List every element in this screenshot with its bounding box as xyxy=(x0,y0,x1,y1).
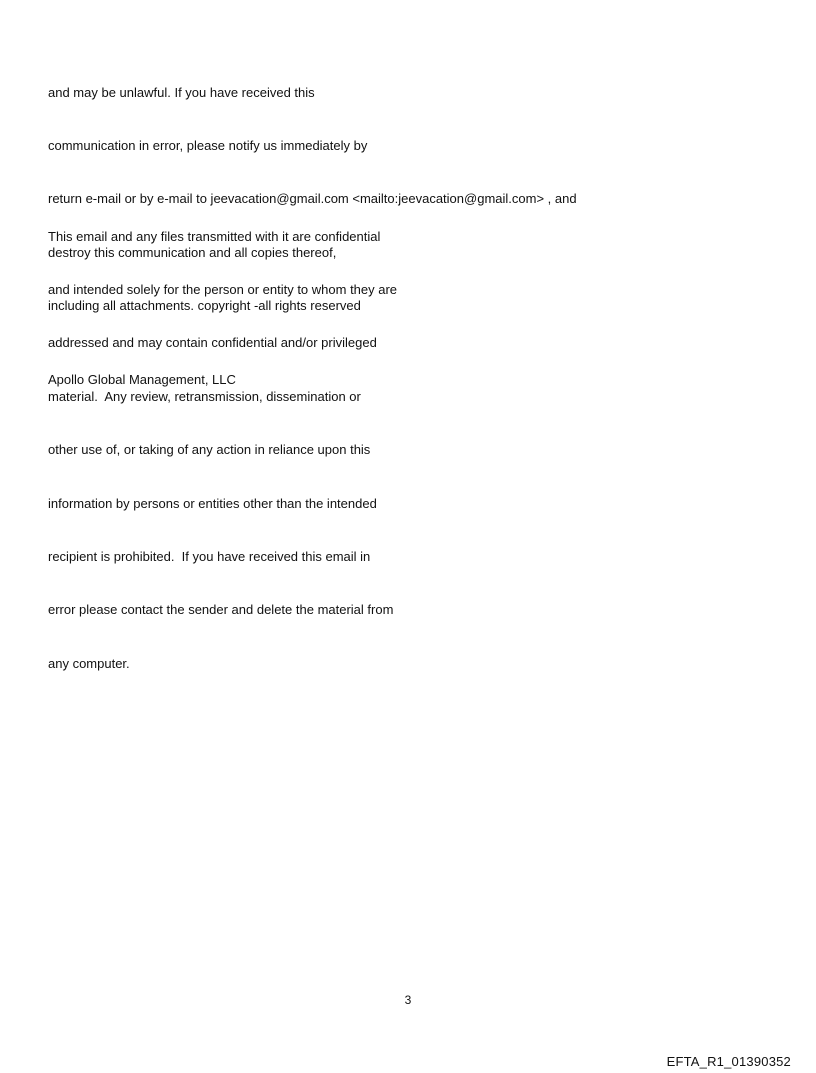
text-line: material. Any review, retransmission, dissemination or xyxy=(48,388,361,404)
text-line: destroy this communication and all copies thereof, xyxy=(48,244,337,260)
email-disclaimer xyxy=(48,192,397,708)
text-line: and intended solely for the person or entity to whom they are xyxy=(48,281,398,297)
signature: Apollo Global Management, LLC xyxy=(48,372,236,387)
text-line: information by persons or entities other than the intended xyxy=(48,495,377,511)
text-line: This email and any files transmitted with it are confidential xyxy=(48,228,381,244)
text-line: other use of, or taking of any action in reliance upon this xyxy=(48,442,371,458)
text-line: addressed and may contain confidential and/or privileged xyxy=(48,335,377,351)
text-line: recipient is prohibited. If you have received this email in xyxy=(48,548,371,564)
text-line: error please contact the sender and delete the material from xyxy=(48,602,394,618)
text-line: communication in error, please notify us immediately by xyxy=(48,137,368,153)
text-line: any computer. xyxy=(48,655,130,671)
document-id: EFTA_R1_01390352 xyxy=(666,1054,791,1069)
text-line: return e-mail or by e-mail to jeevacation@gmail.com <mailto:jeevacation@gmail.com> , and xyxy=(48,191,577,207)
text-line: and may be unlawful. If you have received this xyxy=(48,84,315,100)
page-number: 3 xyxy=(404,993,412,1007)
text-line: including all attachments. copyright -all rights reserved xyxy=(48,298,361,314)
